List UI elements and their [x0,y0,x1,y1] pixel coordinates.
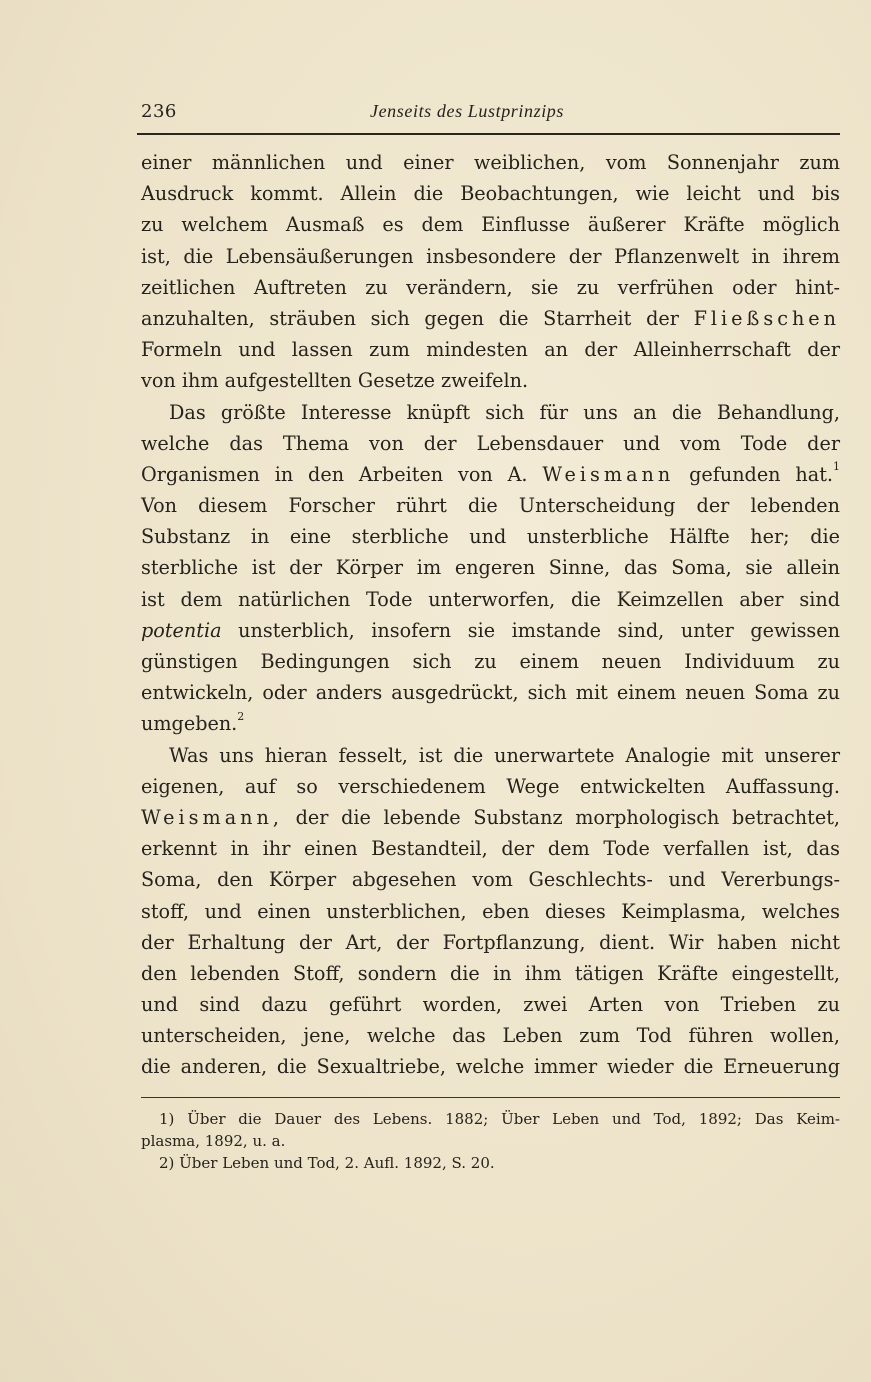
text-line: welche das Thema von der Lebensdauer und vom Tode der [141,431,840,455]
name-fliess: Fließschen [693,306,841,330]
footnotes [141,1108,840,1174]
text-line: zeitlichen Auftreten zu verändern, sie zu verfrühen oder hint- [141,275,840,299]
text-line: ist dem natürlichen Tode unterworfen, die Keimzellen aber sind [141,587,840,611]
running-title: Jenseits des Lustprinzips [370,101,565,121]
text-span: Organismen in den Arbeiten von A. [141,462,528,486]
text-line: ist, die Lebensäußerungen insbesondere der Pflanzenwelt in ihrem [141,244,840,268]
footnote-1-continued: plasma, 1892, u. a. [141,1132,286,1150]
page-number: 236 [141,101,177,122]
text-span: anzuhalten, sträuben sich gegen die Starrheit der [141,306,679,330]
text-line: günstigen Bedingungen sich zu einem neuen Individuum zu [141,650,840,673]
paragraph-start-line: Das größte Interesse knüpft sich für uns an die Behandlung, [169,400,840,424]
name-weismann: Weismann [542,462,675,486]
text-line: von ihm aufgestellten Gesetze zweifeln. [141,369,529,393]
text-line [141,303,840,334]
text-span: gefunden hat. [689,462,833,486]
text-line: und sind dazu geführt worden, zwei Arten von Trieben zu [141,993,840,1017]
text-line: Soma, den Körper abgesehen vom Geschlechts- und Vererbungs- [141,868,840,892]
paragraph-start-line: Was uns hieran fesselt, ist die unerwartete Analogie mit unserer [169,743,840,767]
text-span: unsterblich, insofern sie imstande sind, unter gewissen [238,618,840,642]
footnote-2: 2) Über Leben und Tod, 2. Aufl. 1892, S. 20. [159,1154,495,1172]
footnote-ref-1: 1 [833,460,840,474]
text-line: eigenen, auf so verschiedenem Wege entwickelten Auffassung. [141,774,840,798]
text-line: Von diesem Forscher rührt die Unterscheidung der lebenden [141,494,840,518]
text-line [141,708,840,739]
text-line [141,802,840,833]
italic-potentia: potentia [141,618,222,642]
text-line: unterscheiden, jene, welche das Leben zum Tod führen wollen, [141,1024,840,1048]
footnote-rule [141,1097,840,1098]
footnote-ref-2: 2 [237,709,245,723]
header-rule [137,133,840,135]
text-line: den lebenden Stoff, sondern die in ihm tätigen Kräfte eingestellt, [141,961,840,985]
text-line: sterbliche ist der Körper im engeren Sinne, das Soma, sie allein [141,556,840,580]
text-line: erkennt in ihr einen Bestandteil, der dem Tode verfallen ist, das [141,837,840,861]
text-line: der Erhaltung der Art, der Fortpflanzung, dient. Wir haben nicht [141,930,840,954]
text-line: Formeln und lassen zum mindesten an der Alleinherrschaft der [141,338,840,362]
text-line: einer männlichen und einer weiblichen, vom Sonnenjahr zum [141,151,840,174]
text-line: zu welchem Ausmaß es dem Einflusse äußerer Kräfte möglich [141,213,840,237]
name-weismann: Weismann, [141,805,283,829]
text-line: Ausdruck kommt. Allein die Beobachtungen, wie leicht und bis [141,182,840,206]
text-line: Substanz in eine sterbliche und unsterbliche Hälfte her; die [141,525,840,549]
page-header [138,101,838,131]
text-span: der die lebende Substanz morphologisch betrachtet, [295,805,840,829]
text-span: umgeben. [141,712,238,736]
text-line [141,459,840,490]
text-line [141,615,840,646]
body-text [141,147,840,1083]
text-line: die anderen, die Sexualtriebe, welche immer wieder die Erneuerung [141,1055,840,1079]
text-line: entwickeln, oder anders ausgedrückt, sich mit einem neuen Soma zu [141,681,840,705]
footnote-1: 1) Über die Dauer des Lebens. 1882; Über Leben und Tod, 1892; Das Keim- [159,1110,840,1128]
text-line: stoff, und einen unsterblichen, eben dieses Keimplasma, welches [141,899,840,923]
